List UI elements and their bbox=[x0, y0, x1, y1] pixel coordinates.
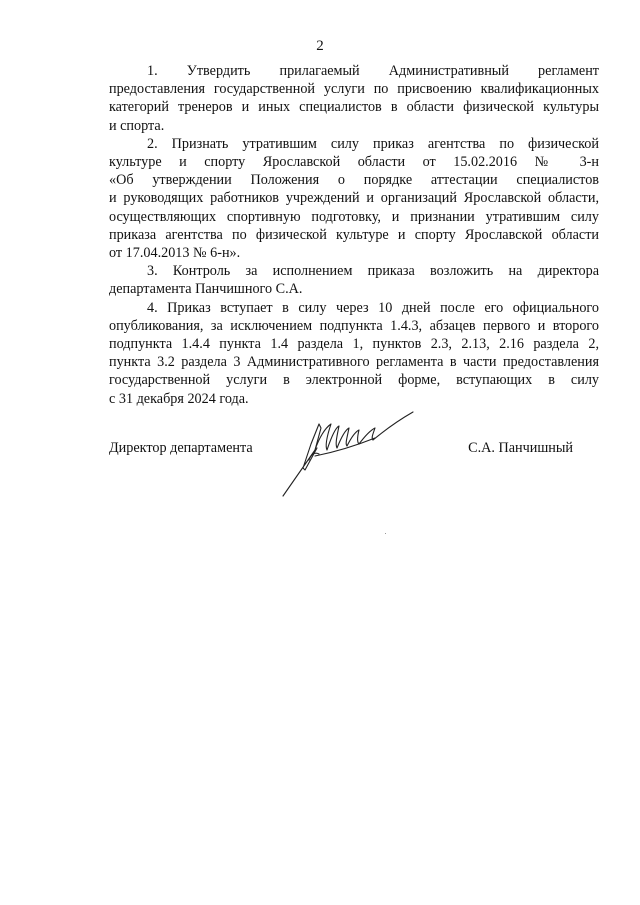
text-line: пункта 3.2 раздела 3 Административного регламента в части предоставления bbox=[109, 354, 599, 371]
scan-speck bbox=[385, 533, 386, 534]
page-number: 2 bbox=[316, 38, 324, 54]
text-line: приказа агентства по физической культуре и спорту Ярославской области bbox=[109, 226, 599, 243]
text-line: культуре и спорту Ярославской области от 15.02.2016 № 3-н bbox=[109, 154, 599, 171]
text-line: от 17.04.2013 № 6-н». bbox=[109, 245, 241, 262]
paragraph-4 bbox=[109, 299, 599, 408]
text-line: и спорта. bbox=[109, 117, 165, 134]
signatory-title: Директор департамента bbox=[109, 440, 253, 456]
paragraph-3 bbox=[109, 262, 599, 298]
document-body bbox=[109, 62, 599, 408]
paragraph-1 bbox=[109, 62, 599, 135]
text-line: предоставления государственной услуги по присвоению квалификационных bbox=[109, 81, 599, 98]
text-line: государственной услуги в электронной форме, вступающих в силу bbox=[109, 372, 599, 389]
text-line: категорий тренеров и иных специалистов в области физической культуры bbox=[109, 99, 599, 116]
text-line: подпункта 1.4.4 пункта 1.4 раздела 1, пунктов 2.3, 2.13, 2.16 раздела 2, bbox=[109, 336, 599, 353]
text-line: осуществляющих спортивную подготовку, и признании утратившим силу bbox=[109, 208, 599, 225]
text-line: 2. Признать утратившим силу приказ агентства по физической bbox=[147, 135, 599, 152]
signatory-name: С.А. Панчишный bbox=[468, 440, 573, 456]
handwritten-signature bbox=[275, 398, 425, 498]
text-line: 4. Приказ вступает в силу через 10 дней после его официального bbox=[147, 299, 599, 316]
text-line: «Об утверждении Положения о порядке аттестации специалистов bbox=[109, 172, 599, 189]
signature-block bbox=[109, 438, 599, 518]
text-line: и руководящих работников учреждений и организаций Ярославской области, bbox=[109, 190, 599, 207]
text-line: 1. Утвердить прилагаемый Административный регламент bbox=[147, 63, 599, 79]
text-line: 3. Контроль за исполнением приказа возложить на директора bbox=[147, 263, 599, 280]
text-line: департамента Панчишного С.А. bbox=[109, 281, 303, 298]
text-line: с 31 декабря 2024 года. bbox=[109, 390, 249, 407]
text-line: опубликования, за исключением подпункта 1.4.3, абзацев первого и второго bbox=[109, 317, 599, 334]
paragraph-2 bbox=[109, 135, 599, 262]
